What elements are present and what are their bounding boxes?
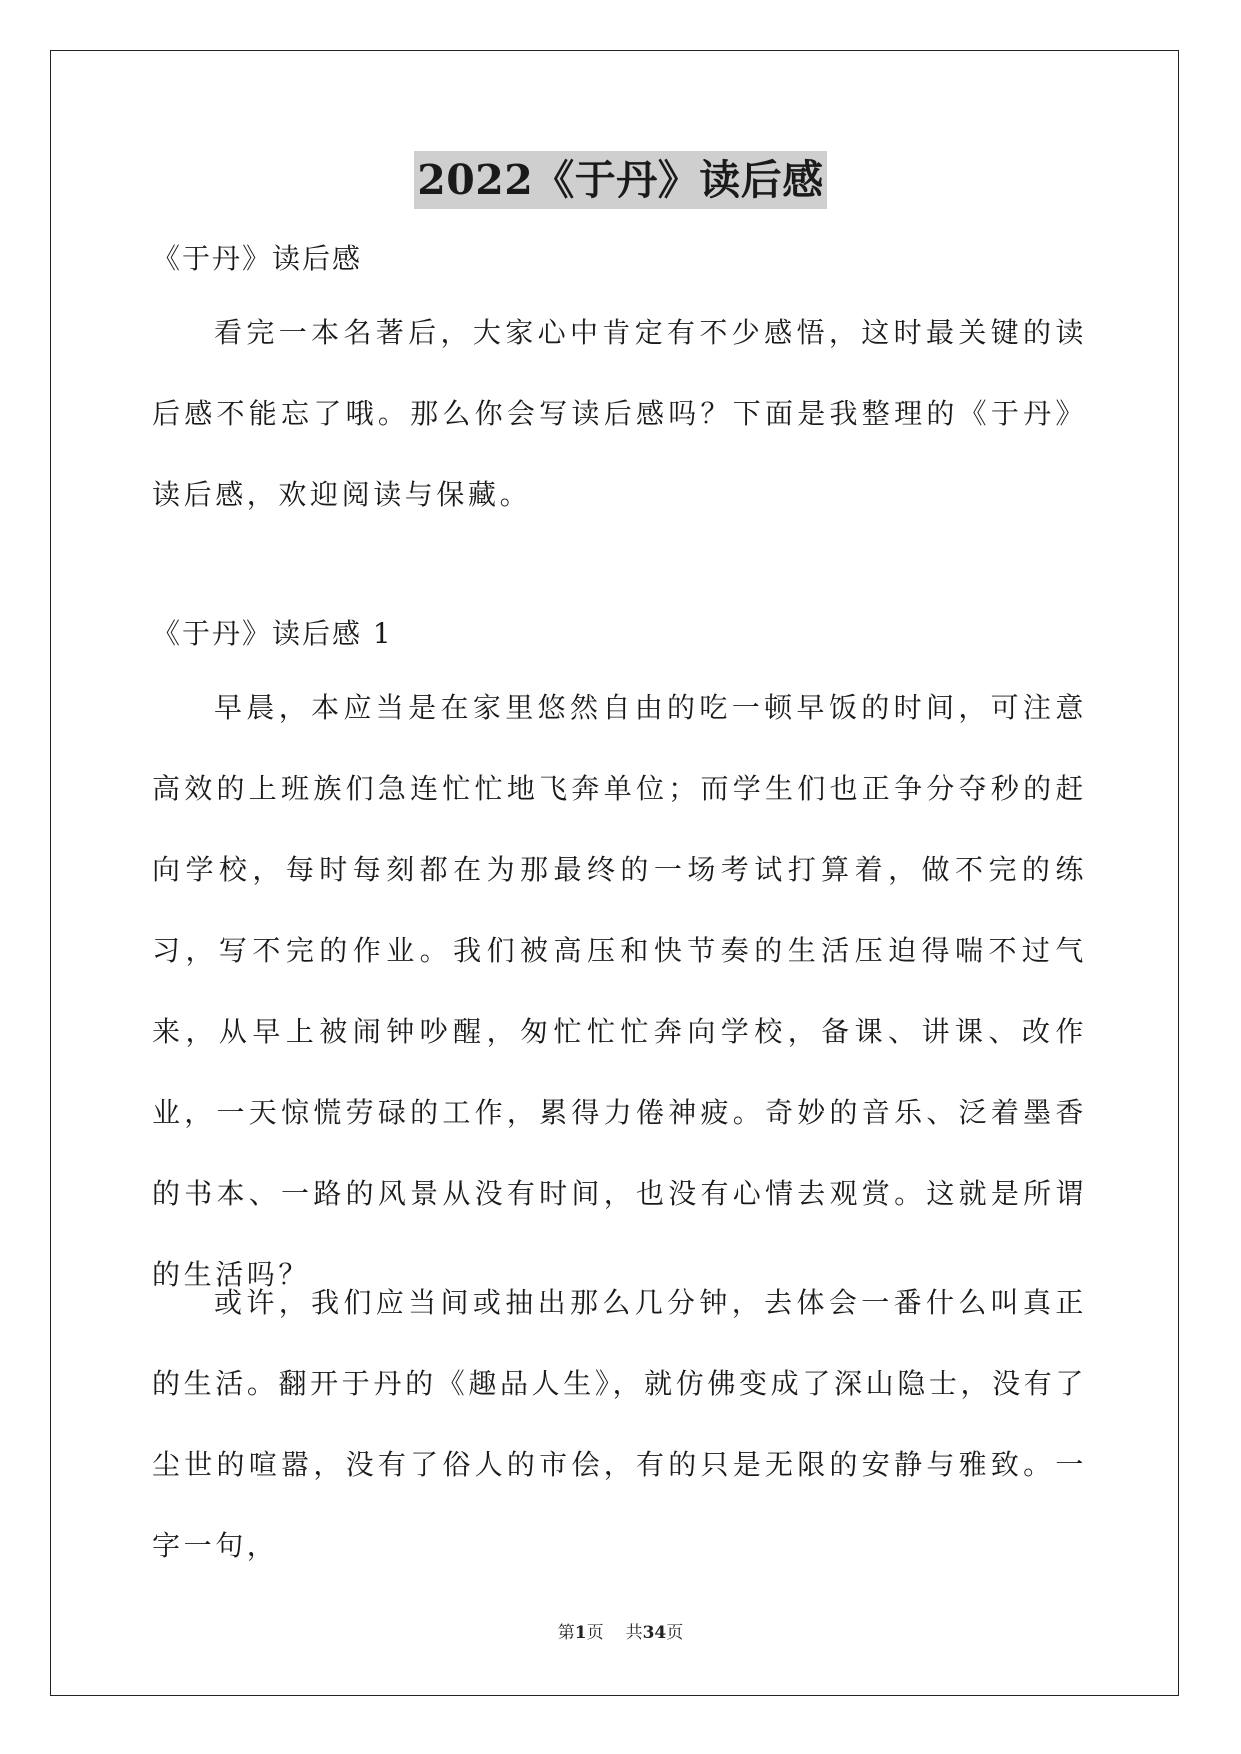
total-page-number: 34 <box>642 1623 667 1643</box>
page-footer <box>0 1618 1241 1643</box>
total-prefix: 共 <box>625 1623 643 1643</box>
section-1-paragraph-2: 或许，我们应当间或抽出那么几分钟，去体会一番什么叫真正的生活。翻开于丹的《趣品人生》，就仿佛变成了深山隐士，没有了尘世的喧嚣，没有了俗人的市侩，有的只是无限的安静与雅致。一字一句， <box>152 1286 1087 1562</box>
page-mid: 页 <box>586 1623 604 1643</box>
section-1-paragraph-1: 早晨，本应当是在家里悠然自由的吃一顿早饭的时间，可注意高效的上班族们急连忙忙地飞奔单位；而学生们也正争分夺秒的赶向学校，每时每刻都在为那最终的一场考试打算着，做不完的练习，写不完的作业。我们被高压和快节奏的生活压迫得喘不过气来，从早上被闹钟吵醒，匆忙忙忙奔向学校，备课、讲课、改作业，一天惊慌劳碌的工作，累得力倦神疲。奇妙的音乐、泛着墨香的书本、一路的风景从没有时间，也没有心情去观赏。这就是所谓的生活吗？ <box>152 691 1087 1291</box>
intro-heading: 《于丹》读后感 <box>152 242 363 275</box>
current-page-number: 1 <box>574 1623 587 1643</box>
page-prefix: 第 <box>557 1623 575 1643</box>
page-suffix: 页 <box>666 1623 684 1643</box>
document-title <box>0 151 1241 209</box>
section-1-heading: 《于丹》读后感 1 <box>152 617 393 650</box>
document-title-text: 2022《于丹》读后感 <box>414 151 827 209</box>
intro-paragraph: 看完一本名著后，大家心中肯定有不少感悟，这时最关键的读后感不能忘了哦。那么你会写读后感吗？下面是我整理的《于丹》读后感，欢迎阅读与保藏。 <box>152 316 1087 511</box>
